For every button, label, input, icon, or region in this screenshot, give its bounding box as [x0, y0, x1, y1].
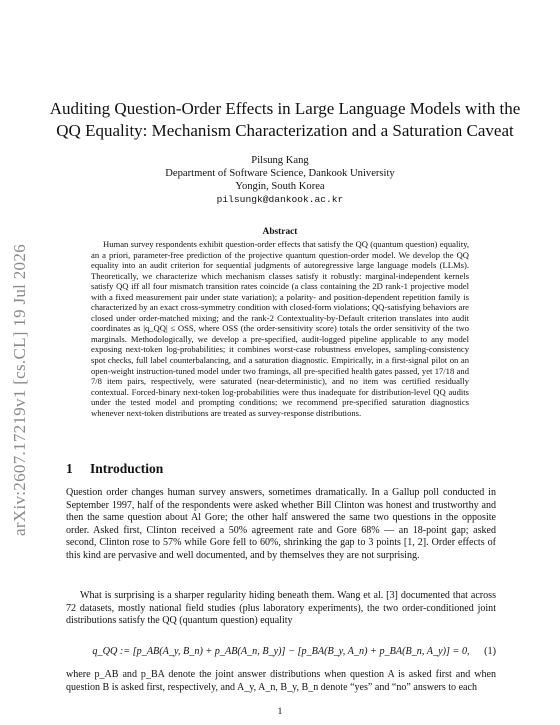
page-number: 1: [277, 706, 283, 717]
section-title: Introduction: [90, 461, 164, 476]
abstract-text: Human survey respondents exhibit question-order effects that satisfy the QQ (quantum question) equality, an a priori, parameter-free prediction of the projective quantum question-order model. We develop the QQ equality into an audit criterion for sequential judgments of autoregressive large language models (LLMs). Theoretically, we characterize which mechanism classes satisfy it robustly: marginal-independent kernels satisfy QQ iff all four mismatch transition rates coincide (a class containing the 2D rank-1 projective model with a fixed measurement pair under state variation); a polarity- and position-dependent repetition family is characterized by an exact cross-symmetry condition with closed-form violations; QQ-satisfying behaviors are closed under order-matched mixing; and the rank-2 Contextuality-by-Default criterion translates into audit coordinates as |q_QQ| ≤ OSS, where OSS (the order-sensitivity score) totals the order sensitivity of the two marginals. Methodologically, we develop a pre-specified, audit-logged pipeline applicable to any model exposing next-token log-probabilities; it combines worst-case robustness envelopes, sampling-consistency spot checks, full label counterbalancing, and a saturation diagnostic. Empirically, in a first-signal pilot on an open-weight instruction-tuned model under two framings, all pre-specified health gates passed, yet 17/18 and 7/8 item pairs, respectively, were saturated (near-deterministic), and no item was certified residually contextual. Forced-binary next-token log-probabilities were thus inadequate for distribution-level QQ audits under the tested model and prompting conditions; we recommend pre-specified saturation diagnostics whenever next-token distributions are treated as survey-response distributions.: [91, 239, 469, 418]
equation-body: q_QQ := [p_AB(A_y, B_n) + p_AB(A_n, B_y)] − [p_BA(B_y, A_n) + p_BA(B_n, A_y)] = 0,: [92, 646, 470, 657]
section-heading: [66, 461, 163, 477]
author-email[interactable]: pilsungk@dankook.ac.kr: [216, 194, 344, 205]
author-affiliation: Department of Software Science, Dankook University: [165, 168, 395, 179]
author-location: Yongin, South Korea: [235, 181, 325, 192]
intro-paragraph-2: What is surprising is a sharper regularity hiding beneath them. Wang et al. [3] documented that across 72 datasets, mostly national field studies (plus laboratory experiments), the two order-conditioned joint distributions satisfy the QQ (quantum question) equality: [66, 590, 496, 627]
arxiv-sidebar-stamp: [8, 240, 32, 540]
equation-number: (1): [484, 646, 496, 657]
paper-title: Auditing Question-Order Effects in Large Language Models with the QQ Equality: Mechanism Characterization and a Saturation Caveat: [49, 99, 521, 140]
author-name: Pilsung Kang: [251, 155, 309, 166]
section-number: 1: [66, 461, 73, 476]
equation-1: [66, 646, 496, 662]
abstract-heading: Abstract: [262, 227, 298, 237]
intro-paragraph-3: where p_AB and p_BA denote the joint answer distributions when question A is asked first and when question B is asked first, respectively, and A_y, A_n, B_y, B_n denote “yes” and “no” answers to each: [66, 669, 496, 693]
arxiv-id: arXiv:2607.17219v1 [cs.CL] 19 Jul 2026: [10, 244, 29, 536]
intro-paragraph-1: Question order changes human survey answers, sometimes dramatically. In a Gallup poll conducted in September 1997, half of the respondents were asked whether Bill Clinton was honest and trustworthy and then the same question about Al Gore; the other half answered the same two questions in the opposite order. Asked first, Clinton received a 50% agreement rate and Gore 68% — an 18-point gap; asked second, Clinton rose to 57% while Gore fell to 60%, shrinking the gap to 3 points [1, 2]. Order effects of this kind are pervasive and well documented, and by themselves they are not surprising.: [66, 487, 496, 561]
